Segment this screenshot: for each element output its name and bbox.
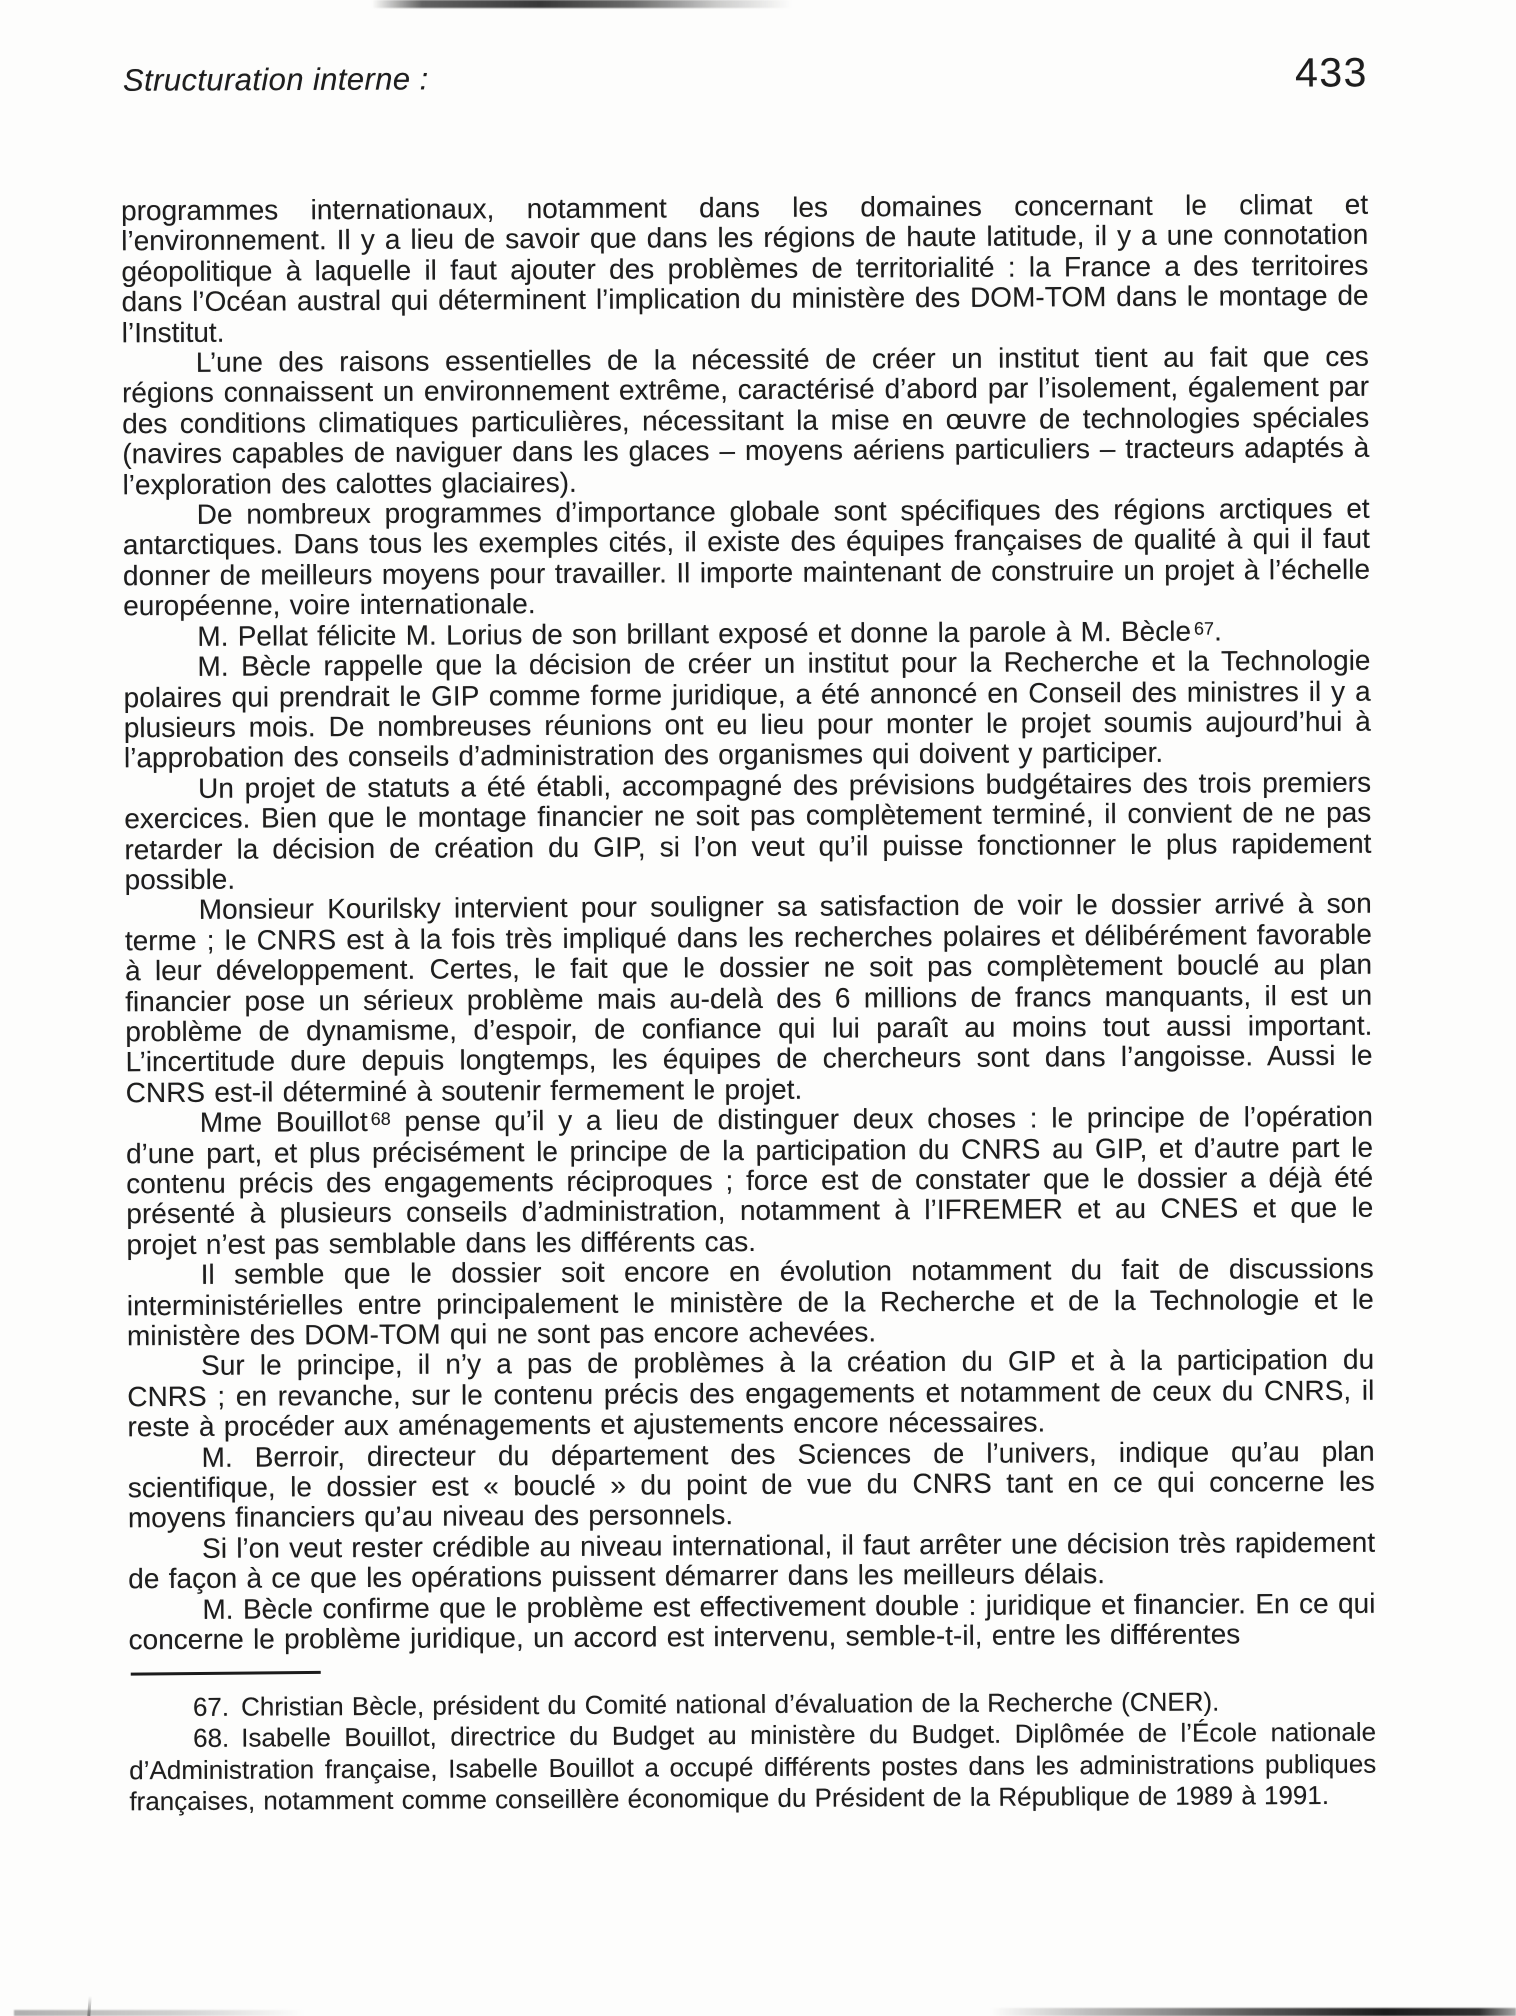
paragraph: Monsieur Kourilsky intervient pour souligner sa satisfaction de voir le dossier arrivé à son terme ; le CNRS est à la fois très impliqué dans les recherches polaires et délibérément favorable à leur développement. Certes, le fait que le dossier ne soit pas complètement bouclé au plan financier pose un sérieux problème mais au-delà des 6 millions de francs manquants, il est un problème de dynamisme, d’espoir, de confiance qui lui paraît au moins tout aussi important. L’incertitude dure depuis longtemps, les équipes de chercheurs sont dans l’angoisse. Aussi le CNRS est-il déterminé à soutenir fermement le projet. — [124, 888, 1373, 1109]
paragraph: Mme Bouillot $^{68}$ pense qu’il y a lieu de distinguer deux choses : le principe de l’opération d’une part, et plus précisément le principe de la participation du CNRS au GIP, et d’autre part le contenu précis des engagements réciproques ; force est de constater que le dossier a déjà été présenté à plusieurs conseils d’administration, notamment à l’IFREMER et au CNES et que le projet n’est pas semblable dans les différents cas. — [125, 1100, 1374, 1261]
paragraph: Sur le principe, il n’y a pas de problèmes à la création du GIP et à la participation du CNRS ; en revanche, sur le contenu précis des engagements et notamment de ceux du CNRS, il reste à procéder aux aménagements et ajustements encore nécessaires. — [127, 1344, 1375, 1443]
paragraph: L’une des raisons essentielles de la nécessité de créer un institut tient au fait que ces régions connaissent un environnement extrême, caractérisé d’abord par l’isolement, également par des conditions climatiques particulières, nécessitant la mise en œuvre de technologies spéciales (navires capables de naviguer dans les glaces – moyens aériens particuliers – tracteurs adaptés à l’exploration des calottes glaciaires). — [121, 340, 1370, 500]
paragraph: M. Pellat félicite M. Lorius de son brillant exposé et donne la parole à M. Bècle $^{67}$. — [197, 615, 1222, 652]
paragraph: Si l’on veut rester crédible au niveau international, il faut arrêter une décision très rapidement de façon à ce que les opérations puissent démarrer dans les meilleurs délais. — [128, 1526, 1376, 1595]
scan-artifact-bottom-right — [990, 2008, 1516, 2016]
paragraph: Un projet de statuts a été établi, accompagné des prévisions budgétaires des trois premiers exercices. Bien que le montage financier ne soit pas complètement terminé, il convient de ne pas retarder la décision de création du GIP, si l’on veut qu’il puisse fonctionner le plus rapidement possible. — [124, 766, 1372, 896]
running-header-title: Structuration interne : — [122, 61, 429, 98]
paragraph: programmes internationaux, notamment dans les domaines concernant le climat et l’environnement. Il y a lieu de savoir que dans les régions de haute latitude, il y a une connotation géopolitique à laquelle il faut ajouter des problèmes de territorialité : la France a des territoires dans l’Océan austral qui déterminent l’implication du ministère des DOM-TOM dans le montage de l’Institut. — [121, 188, 1369, 348]
paragraph: De nombreux programmes d’importance globale sont spécifiques des régions arctiques et antarctiques. Dans tous les exemples cités, il existe des équipes françaises de qualité à qui il faut donner de meilleurs moyens pour travailler. Il importe maintenant de construire un projet à l’échelle européenne, voire internationale. — [122, 492, 1371, 622]
scan-artifact-top-edge — [372, 0, 792, 8]
page-number: 433 — [1294, 49, 1369, 96]
footnote-number: 68. — [193, 1722, 230, 1753]
body-text — [121, 190, 1376, 1656]
running-head — [121, 49, 1368, 124]
scan-artifact-mark — [87, 1996, 91, 2016]
footnote: 67. Christian Bècle, président du Comité national d’évaluation de la Recherche (CNER). — [192, 1686, 1220, 1722]
footnote: 68. Isabelle Bouillot, directrice du Budget au ministère du Budget. Diplômée de l’École nationale d’Administration française, Isabelle Bouillot a occupé différents postes dans les administrations publiques françaises, notamment comme conseillère économique du Président de la République de 1989 à 1991. — [129, 1716, 1377, 1817]
paragraph: M. Bècle confirme que le problème est effectivement double : juridique et financier. En ce qui concerne le problème juridique, un accord est intervenu, semble-t-il, entre les différentes — [128, 1587, 1376, 1656]
footnote-separator — [131, 1670, 321, 1675]
scan-artifact-bottom-left — [14, 2010, 304, 2016]
paragraph: M. Berroir, directeur du département des Sciences de l’univers, indique qu’au plan scientifique, le dossier est « bouclé » du point de vue du CNRS tant en ce qui concerne les moyens financiers qu’au niveau des personnels. — [127, 1435, 1375, 1534]
footnote-reference: 67 — [1193, 618, 1215, 639]
text-column — [121, 190, 1376, 1818]
paragraph: Il semble que le dossier soit encore en évolution notamment du fait de discussions interministérielles entre principalement le ministère de la Recherche et de la Technologie et le ministère des DOM-TOM qui ne sont pas encore achevées. — [126, 1252, 1374, 1352]
paragraph: M. Bècle rappelle que la décision de créer un institut pour la Recherche et la Technologie polaires qui prendrait le GIP comme forme juridique, a été annoncé en Conseil des ministres il y a plusieurs mois. De nombreuses réunions ont eu lieu pour monter le projet soumis aujourd’hui à l’approbation des conseils d’administration des organismes qui doivent y participer. — [123, 644, 1371, 774]
footnotes-section — [129, 1665, 1377, 1818]
footnote-number: 67. — [192, 1691, 230, 1722]
footnote-reference: 68 — [370, 1109, 391, 1130]
footnote-list — [129, 1685, 1377, 1818]
